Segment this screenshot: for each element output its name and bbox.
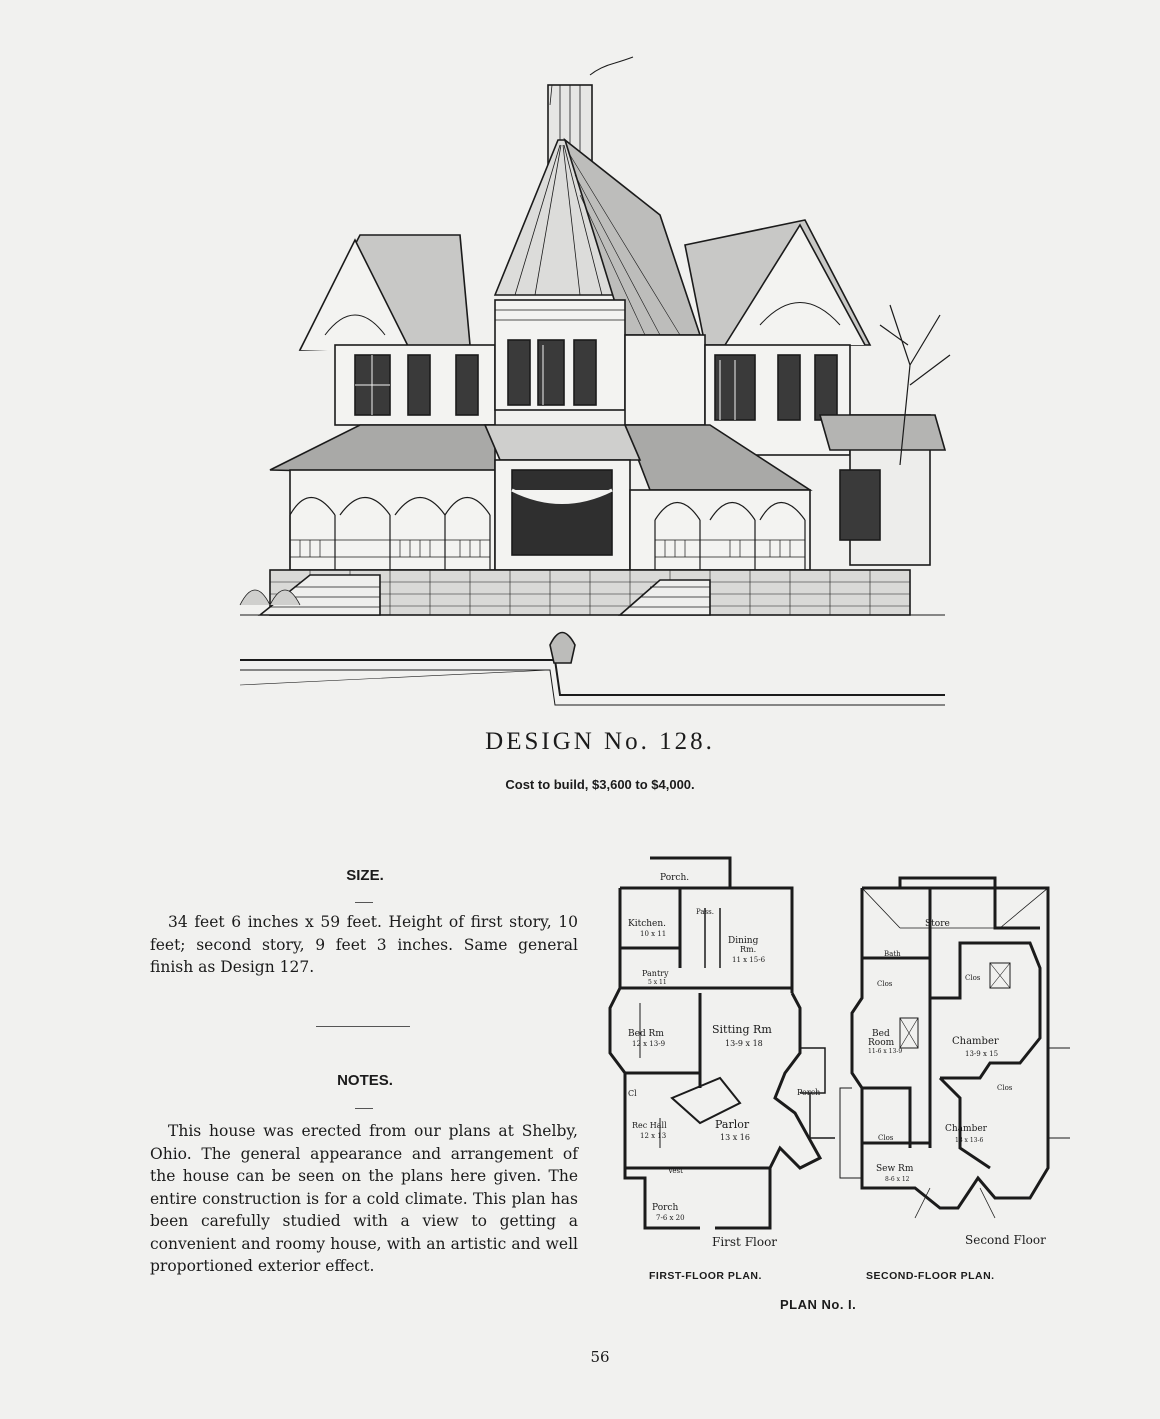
cost-line: Cost to build, $3,600 to $4,000. xyxy=(505,777,695,792)
section-rule xyxy=(316,1026,410,1027)
second-floor-caption: SECOND-FLOOR PLAN. xyxy=(866,1270,995,1282)
sp-clos-4: Clos xyxy=(878,1134,894,1142)
fp-pantry-size: 5 x 11 xyxy=(648,979,667,986)
sp-clos-1: Clos xyxy=(877,980,893,988)
plan-label: PLAN No. I. xyxy=(780,1297,857,1312)
fp-sitting: Sitting Rm xyxy=(712,1023,772,1036)
floor-plans xyxy=(600,848,1070,1258)
design-title: DESIGN No. 128. xyxy=(485,728,715,755)
sp-bed-room: Room xyxy=(868,1038,895,1048)
sp-sew: Sew Rm xyxy=(876,1164,914,1174)
sp-bed: Bed xyxy=(872,1029,890,1039)
sp-sew-size: 8-6 x 12 xyxy=(885,1176,910,1183)
fp-dining-size: 11 x 15-6 xyxy=(732,956,766,964)
divider-dash xyxy=(355,1108,373,1109)
fp-kitchen: Kitchen. xyxy=(628,919,667,929)
fp-label: First Floor xyxy=(712,1235,778,1249)
house-illustration xyxy=(230,45,960,715)
fp-kitchen-size: 10 x 11 xyxy=(640,930,667,938)
sp-clos-2: Clos xyxy=(965,974,981,982)
divider-dash xyxy=(355,902,373,903)
size-heading: SIZE. xyxy=(346,867,384,884)
fp-dining: Dining xyxy=(728,936,759,946)
sp-chamber-2: Chamber xyxy=(945,1124,987,1134)
sp-bed-size: 11-6 x 13-9 xyxy=(868,1048,903,1055)
fp-bed-size: 12 x 13-9 xyxy=(632,1040,666,1048)
fp-parlor: Parlor xyxy=(715,1118,750,1131)
sp-store: Store xyxy=(925,919,950,929)
sp-chamber-2-size: 13 x 13-6 xyxy=(955,1137,984,1144)
fp-porch-side: Porch xyxy=(797,1088,821,1097)
fp-porch-front-size: 7-6 x 20 xyxy=(656,1214,685,1222)
notes-paragraph: This house was erected from our plans at Shelby, Ohio. The general appearance and arrangement of the house can be seen on the plans here given. The entire construction is for a cold climate. This plan has been carefully studied with a view to getting a convenient and roomy house, with an artistic and well proportioned exterior effect. xyxy=(150,1122,578,1275)
fp-vest: Vest xyxy=(668,1167,683,1175)
fp-pantry: Pantry xyxy=(642,969,669,978)
first-floor-caption: FIRST-FLOOR PLAN. xyxy=(649,1270,762,1282)
sp-chamber-1: Chamber xyxy=(952,1036,999,1047)
fp-rec-hall-size: 12 x 13 xyxy=(640,1132,667,1140)
fp-bed: Bed Rm xyxy=(628,1029,664,1039)
fp-pass: Pass. xyxy=(696,908,714,916)
notes-heading: NOTES. xyxy=(337,1072,393,1089)
sp-clos-3: Clos xyxy=(997,1084,1013,1092)
sp-chamber-1-size: 13-9 x 15 xyxy=(965,1050,999,1058)
size-paragraph: 34 feet 6 inches x 59 feet. Height of first story, 10 feet; second story, 9 feet 3 inches. Same general finish as Design 127. xyxy=(150,913,578,976)
fp-dining-rm: Rm. xyxy=(740,945,757,954)
fp-sitting-size: 13-9 x 18 xyxy=(725,1039,763,1048)
sp-label: Second Floor xyxy=(965,1233,1046,1247)
fp-porch-front: Porch xyxy=(652,1203,679,1213)
fp-porch-rear: Porch. xyxy=(660,873,690,883)
fp-rec-hall: Rec Hall xyxy=(632,1121,667,1130)
sp-bath: Bath xyxy=(884,950,901,958)
page-number: 56 xyxy=(590,1348,610,1366)
fp-parlor-size: 13 x 16 xyxy=(720,1133,750,1142)
fp-cl: Cl xyxy=(628,1089,637,1098)
